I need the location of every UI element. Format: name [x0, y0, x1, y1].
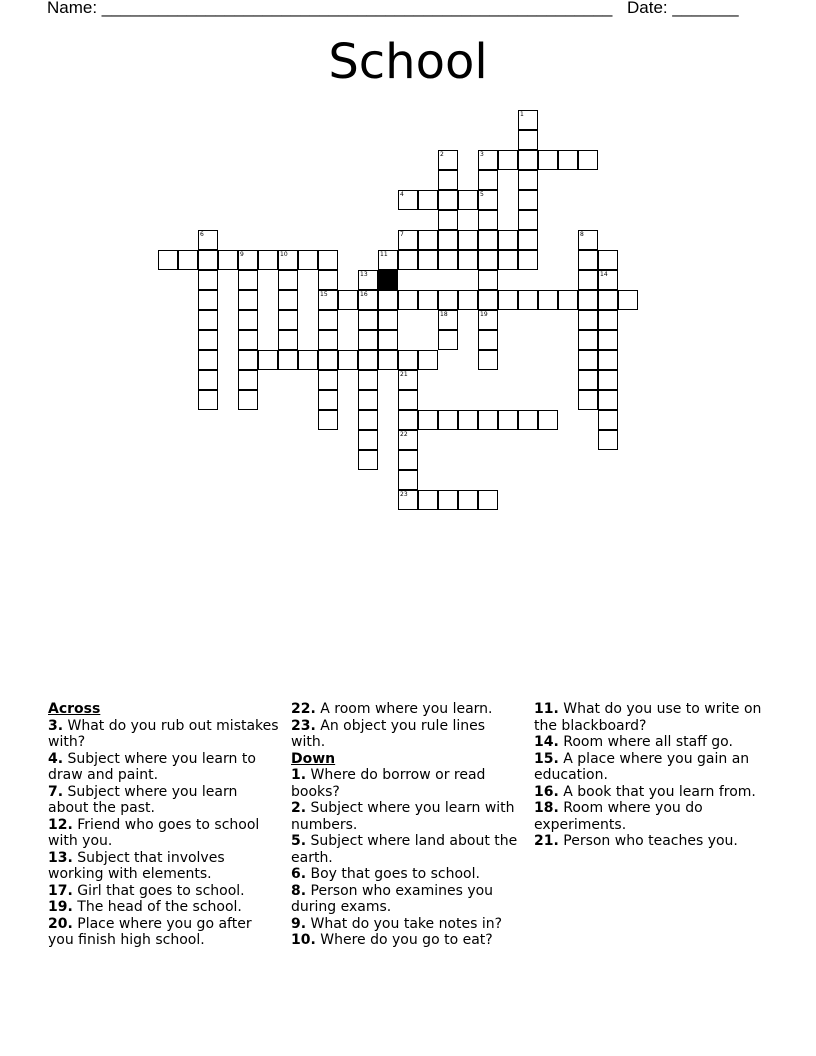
clue-item	[534, 833, 766, 850]
clue-text: Subject where you learn to draw and paint.	[48, 750, 256, 783]
crossword-cell[interactable]	[438, 490, 458, 510]
crossword-cell[interactable]	[398, 390, 418, 410]
clue-number: 21.	[534, 833, 559, 849]
crossword-cell[interactable]	[538, 410, 558, 430]
date-field-line: Date: _______	[627, 0, 739, 17]
crossword-cell[interactable]	[198, 370, 218, 390]
crossword-cell[interactable]	[478, 330, 498, 350]
clue-text: A place where you gain an education.	[534, 750, 750, 783]
clue-text: Girl that goes to school.	[72, 882, 245, 899]
crossword-cell[interactable]	[358, 290, 378, 310]
crossword-cell[interactable]	[578, 370, 598, 390]
crossword-cell[interactable]	[418, 250, 438, 270]
crossword-cell[interactable]	[458, 490, 478, 510]
crossword-cell[interactable]	[578, 390, 598, 410]
clue-section-heading: Down	[291, 750, 336, 767]
clue-number: 15.	[534, 750, 559, 767]
clue-number: 2.	[291, 800, 307, 816]
clue-number: 7.	[48, 783, 64, 800]
crossword-cell[interactable]	[418, 490, 438, 510]
crossword-cell[interactable]	[398, 370, 418, 390]
clue-text: A book that you learn from.	[558, 783, 756, 800]
crossword-cell[interactable]	[178, 250, 198, 270]
clue-item	[534, 784, 766, 801]
crossword-cell[interactable]	[498, 410, 518, 430]
crossword-cell[interactable]	[358, 330, 378, 350]
clue-number-label: 22	[400, 431, 408, 438]
clue-text: Subject where you learn with numbers.	[291, 800, 515, 833]
clue-number-label: 14	[600, 271, 608, 278]
crossword-cell[interactable]	[158, 250, 178, 270]
crossword-cell[interactable]	[478, 410, 498, 430]
crossword-cell[interactable]	[358, 310, 378, 330]
crossword-cell[interactable]	[238, 290, 258, 310]
crossword-cell[interactable]	[518, 190, 538, 210]
clue-number: 19.	[48, 899, 73, 915]
crossword-cell[interactable]	[398, 450, 418, 470]
crossword-cell[interactable]	[518, 290, 538, 310]
crossword-cell[interactable]	[418, 290, 438, 310]
crossword-cell[interactable]	[438, 170, 458, 190]
crossword-cell[interactable]	[598, 290, 618, 310]
crossword-cell[interactable]	[298, 350, 318, 370]
crossword-cell[interactable]	[478, 310, 498, 330]
clues-column-1	[48, 701, 280, 949]
clue-item	[291, 767, 523, 800]
crossword-cell[interactable]	[418, 410, 438, 430]
crossword-cell[interactable]	[198, 250, 218, 270]
crossword-cell[interactable]	[598, 370, 618, 390]
clue-section-heading: Across	[48, 701, 101, 717]
clue-item	[48, 718, 280, 751]
crossword-cell[interactable]	[198, 350, 218, 370]
crossword-cell[interactable]	[578, 150, 598, 170]
clues-column-3	[534, 701, 766, 850]
crossword-cell[interactable]	[578, 230, 598, 250]
clue-number: 18.	[534, 800, 559, 816]
crossword-cell[interactable]	[238, 270, 258, 290]
crossword-cell[interactable]	[458, 290, 478, 310]
crossword-cell[interactable]	[578, 310, 598, 330]
crossword-cell[interactable]	[358, 350, 378, 370]
crossword-cell[interactable]	[338, 350, 358, 370]
clue-text: The head of the school.	[72, 899, 242, 915]
crossword-cell[interactable]	[518, 130, 538, 150]
clue-number-label: 6	[200, 231, 204, 238]
crossword-cell[interactable]	[478, 350, 498, 370]
clue-item	[48, 916, 280, 949]
clue-number: 4.	[48, 750, 64, 767]
clue-text: Friend who goes to school with you.	[48, 816, 260, 849]
crossword-cell[interactable]	[378, 350, 398, 370]
crossword-cell[interactable]	[498, 290, 518, 310]
crossword-cell[interactable]	[518, 150, 538, 170]
crossword-cell[interactable]	[438, 410, 458, 430]
crossword-cell[interactable]	[578, 330, 598, 350]
clue-number: 12.	[48, 816, 73, 833]
crossword-cell[interactable]	[618, 290, 638, 310]
clue-number: 22.	[291, 701, 316, 717]
crossword-cell[interactable]	[358, 370, 378, 390]
crossword-cell[interactable]	[318, 310, 338, 330]
clue-text: Subject where you learn about the past.	[48, 783, 238, 816]
clue-text: What do you use to write on the blackboard?	[534, 701, 762, 734]
clue-text: Room where all staff go.	[558, 734, 733, 750]
crossword-cell[interactable]	[378, 290, 398, 310]
crossword-cell[interactable]	[258, 350, 278, 370]
clue-text: Where do borrow or read books?	[291, 767, 486, 800]
clue-text: Where do you go to eat?	[315, 932, 493, 948]
crossword-cell[interactable]	[258, 250, 278, 270]
clue-number: 23.	[291, 717, 316, 734]
crossword-cell[interactable]	[478, 270, 498, 290]
crossword-cell[interactable]	[518, 250, 538, 270]
crossword-cell[interactable]	[198, 310, 218, 330]
crossword-cell[interactable]	[558, 150, 578, 170]
crossword-cell[interactable]	[198, 290, 218, 310]
crossword-cell[interactable]	[478, 150, 498, 170]
clue-number: 6.	[291, 866, 307, 882]
crossword-cell[interactable]	[458, 250, 478, 270]
crossword-cell[interactable]	[598, 270, 618, 290]
clue-item	[291, 932, 523, 949]
crossword-cell[interactable]	[538, 290, 558, 310]
clue-item	[48, 751, 280, 784]
clue-text: A room where you learn.	[315, 701, 493, 717]
crossword-cell[interactable]	[358, 270, 378, 290]
clue-item	[291, 883, 523, 916]
clue-text: What do you take notes in?	[306, 915, 503, 932]
crossword-cell[interactable]	[478, 170, 498, 190]
clue-number-label: 21	[400, 371, 408, 378]
clue-number-label: 15	[320, 291, 328, 298]
crossword-cell[interactable]	[378, 250, 398, 270]
clue-text: Subject that involves working with elements.	[48, 849, 225, 882]
crossword-cell[interactable]	[358, 450, 378, 470]
clue-number-label: 10	[280, 251, 288, 258]
clue-number: 13.	[48, 849, 73, 866]
crossword-cell[interactable]	[198, 330, 218, 350]
crossword-cell[interactable]	[358, 430, 378, 450]
crossword-cell[interactable]	[518, 230, 538, 250]
crossword-cell[interactable]	[398, 290, 418, 310]
clue-number-label: 19	[480, 311, 488, 318]
crossword-cell[interactable]	[358, 410, 378, 430]
crossword-cell[interactable]	[598, 350, 618, 370]
clue-number-label: 18	[440, 311, 448, 318]
crossword-cell[interactable]	[278, 310, 298, 330]
crossword-cell[interactable]	[278, 350, 298, 370]
crossword-cell[interactable]	[458, 190, 478, 210]
crossword-cell[interactable]	[238, 310, 258, 330]
crossword-cell[interactable]	[518, 170, 538, 190]
clue-number: 16.	[534, 783, 559, 800]
crossword-cell[interactable]	[518, 210, 538, 230]
crossword-cell[interactable]	[278, 330, 298, 350]
crossword-cell[interactable]	[438, 330, 458, 350]
clue-item	[291, 916, 523, 933]
crossword-cell[interactable]	[378, 330, 398, 350]
crossword-cell[interactable]	[598, 330, 618, 350]
crossword-cell[interactable]	[598, 410, 618, 430]
clue-item	[534, 751, 766, 784]
crossword-cell[interactable]	[398, 350, 418, 370]
clue-number: 20.	[48, 915, 73, 932]
crossword-cell[interactable]	[198, 270, 218, 290]
clue-number: 10.	[291, 932, 316, 948]
crossword-cell[interactable]	[438, 250, 458, 270]
crossword-cell[interactable]	[598, 310, 618, 330]
clue-number-label: 16	[360, 291, 368, 298]
crossword-cell[interactable]	[598, 430, 618, 450]
crossword-cell[interactable]	[538, 150, 558, 170]
crossword-cell[interactable]	[498, 230, 518, 250]
crossword-cell[interactable]	[418, 350, 438, 370]
clue-item	[534, 701, 766, 734]
crossword-cell[interactable]	[458, 410, 478, 430]
crossword-cell[interactable]	[238, 370, 258, 390]
crossword-cell[interactable]	[318, 370, 338, 390]
clue-number-label: 1	[520, 111, 524, 118]
clue-number: 14.	[534, 734, 559, 750]
crossword-cell[interactable]	[198, 390, 218, 410]
crossword-cell[interactable]	[398, 410, 418, 430]
clue-item	[48, 883, 280, 900]
clue-item	[534, 734, 766, 751]
crossword-cell[interactable]	[458, 230, 478, 250]
crossword-cell[interactable]	[318, 270, 338, 290]
clue-text: What do you rub out mistakes with?	[48, 717, 279, 750]
crossword-cell[interactable]	[598, 250, 618, 270]
clue-number-label: 23	[400, 491, 408, 498]
clue-number-label: 8	[580, 231, 584, 238]
crossword-cell[interactable]	[278, 250, 298, 270]
crossword-cell[interactable]	[398, 230, 418, 250]
clue-item	[291, 701, 523, 718]
clue-number-label: 5	[480, 191, 484, 198]
clues-column-2	[291, 701, 523, 949]
clue-text: Boy that goes to school.	[306, 866, 480, 882]
crossword-cell[interactable]	[278, 270, 298, 290]
crossword-cell[interactable]	[398, 250, 418, 270]
clue-number-label: 7	[400, 231, 404, 238]
clue-item	[48, 899, 280, 916]
clue-item	[291, 866, 523, 883]
clue-text: An object you rule lines with.	[291, 717, 486, 750]
clue-item	[534, 800, 766, 833]
crossword-cell[interactable]	[218, 250, 238, 270]
crossword-cell[interactable]	[418, 230, 438, 250]
crossword-cell[interactable]	[578, 290, 598, 310]
crossword-cell[interactable]	[518, 110, 538, 130]
crossword-cell[interactable]	[318, 350, 338, 370]
crossword-cell[interactable]	[398, 470, 418, 490]
crossword-cell[interactable]	[398, 190, 418, 210]
clue-number: 17.	[48, 882, 73, 899]
name-field-line: Name: ______________________________________________________	[47, 0, 613, 17]
crossword-cell[interactable]	[298, 250, 318, 270]
crossword-cell[interactable]	[578, 250, 598, 270]
clue-text: Subject where land about the earth.	[291, 833, 518, 866]
crossword-cell[interactable]	[318, 330, 338, 350]
clue-item	[291, 833, 523, 866]
crossword-cell[interactable]	[478, 230, 498, 250]
crossword-cell[interactable]	[318, 410, 338, 430]
crossword-cell[interactable]	[198, 230, 218, 250]
clue-number: 9.	[291, 915, 307, 932]
crossword-cell[interactable]	[478, 290, 498, 310]
crossword-cell[interactable]	[518, 410, 538, 430]
crossword-cell[interactable]	[318, 290, 338, 310]
crossword-cell[interactable]	[318, 390, 338, 410]
clue-item	[48, 850, 280, 883]
clue-text: Room where you do experiments.	[534, 800, 703, 833]
crossword-cell[interactable]	[498, 150, 518, 170]
crossword-cell[interactable]	[478, 250, 498, 270]
clue-number: 1.	[291, 767, 307, 783]
crossword-cell[interactable]	[338, 290, 358, 310]
crossword-cell[interactable]	[498, 250, 518, 270]
crossword-cell[interactable]	[438, 310, 458, 330]
clue-number: 8.	[291, 882, 307, 899]
crossword-cell[interactable]	[398, 490, 418, 510]
clue-item	[48, 784, 280, 817]
crossword-cell[interactable]	[478, 190, 498, 210]
crossword-cell[interactable]	[478, 490, 498, 510]
clue-item	[291, 800, 523, 833]
clue-number-label: 9	[240, 251, 244, 258]
crossword-cell[interactable]	[238, 330, 258, 350]
crossword-cell[interactable]	[238, 350, 258, 370]
clue-number-label: 4	[400, 191, 404, 198]
crossword-cell[interactable]	[598, 390, 618, 410]
clue-item	[291, 718, 523, 751]
page-title: School	[328, 34, 488, 90]
crossword-cell[interactable]	[578, 350, 598, 370]
crossword-cell[interactable]	[558, 290, 578, 310]
crossword-cell[interactable]	[278, 290, 298, 310]
crossword-cell[interactable]	[238, 390, 258, 410]
crossword-cell[interactable]	[438, 230, 458, 250]
clue-number-label: 13	[360, 271, 368, 278]
clue-text: Place where you go after you finish high school.	[48, 915, 252, 948]
clue-item	[48, 817, 280, 850]
clue-number-label: 2	[440, 151, 444, 158]
crossword-cell[interactable]	[438, 210, 458, 230]
crossword-cell[interactable]	[438, 190, 458, 210]
crossword-cell[interactable]	[438, 290, 458, 310]
crossword-cell[interactable]	[398, 430, 418, 450]
crossword-cell[interactable]	[318, 250, 338, 270]
clue-number: 5.	[291, 833, 307, 849]
crossword-cell[interactable]	[438, 150, 458, 170]
crossword-cell[interactable]	[358, 390, 378, 410]
clue-number: 11.	[534, 701, 559, 717]
clue-number: 3.	[48, 717, 64, 734]
crossword-black-cell	[378, 270, 398, 290]
clue-number-label: 11	[380, 251, 388, 258]
clue-text: Person who teaches you.	[558, 833, 738, 849]
clue-number-label: 3	[480, 151, 484, 158]
clue-text: Person who examines you during exams.	[291, 882, 494, 915]
crossword-cell[interactable]	[418, 190, 438, 210]
crossword-cell[interactable]	[578, 270, 598, 290]
crossword-cell[interactable]	[378, 310, 398, 330]
crossword-cell[interactable]	[238, 250, 258, 270]
crossword-cell[interactable]	[478, 210, 498, 230]
